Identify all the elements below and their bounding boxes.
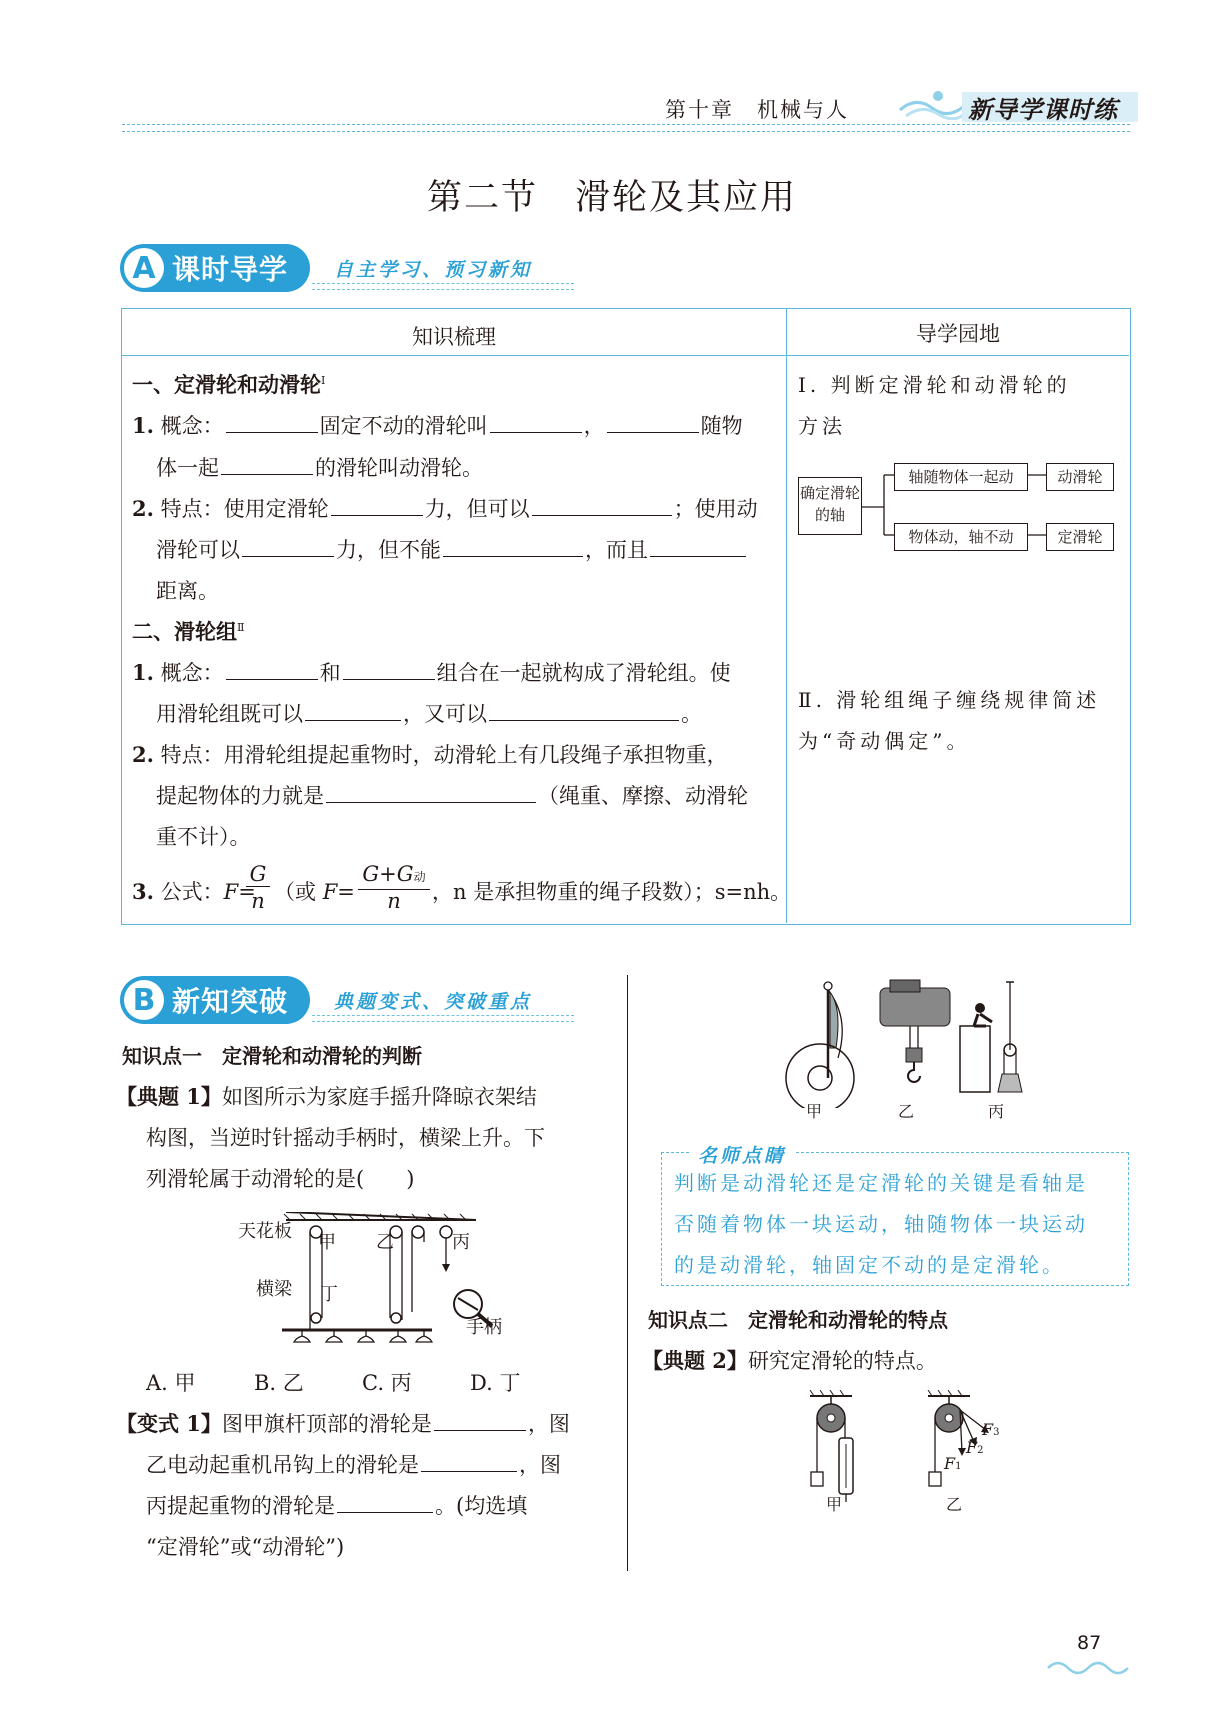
heading-fixed-movable: 一、定滑轮和动滑轮$^Ⅰ$	[132, 373, 326, 397]
variant-1-line-2: 乙电动起重机吊钩上的滑轮是 ，图	[146, 1449, 561, 1479]
running-head: 第十章 机械与人	[665, 98, 849, 122]
example-1-line-3: 列滑轮属于动滑轮的是( )	[146, 1167, 415, 1191]
fig1-yi-label: 乙	[376, 1232, 394, 1253]
wave-logo-icon	[898, 86, 968, 120]
fig3-f2-label: F2	[966, 1438, 984, 1457]
section-a-label: 课时导学	[172, 253, 289, 286]
variant-1-line-4: “定滑轮”或“动滑轮”)	[146, 1535, 345, 1559]
guide-2-line-1: Ⅱ. 滑轮组绳子缠绕规律简述	[798, 688, 1101, 712]
answer-blank[interactable]	[490, 410, 582, 433]
flow-top: 轴随物体一起动	[894, 463, 1028, 491]
answer-blank[interactable]	[650, 534, 746, 557]
section-a-underline	[312, 283, 574, 284]
section-b-badge	[120, 976, 310, 1024]
feature-line-2: 滑轮可以 力，但不能 ，而且	[156, 534, 748, 564]
section-a-badge	[120, 244, 310, 292]
knowledge-table: 知识梳理 导学园地 一、定滑轮和动滑轮$^Ⅰ$ 1. 概念： 固定不动的滑轮叫 ， 随物 体一起 的滑轮叫动滑轮。 2. 特点：使用定滑轮 力，但可以 ；使用动 滑轮可以 力，但不能 ，而且 距离。 二、滑轮组$^Ⅱ$ 1. 概念： 和 组合在一起就构成了滑轮组。使 用滑轮组既可以 ，又可以 。 2. 特点：用滑轮组提起重物时，动滑轮上有几段绳子承担物重， 提起物体的力就是 （绳重、摩擦、动滑轮 重不计）。 3. 公式：F= G n （或 F= G+G动 n ，n 是承担物重的绳子段数）；s=nh。 Ⅰ. 判断定滑轮和动滑轮的 方法 确定滑轮的轴 轴随物体一起动 动滑轮 物体动，轴不动 定滑轮 Ⅱ. 滑轮组绳子缠绕规律简述 为“奇动偶定”。	[121, 308, 1131, 925]
answer-blank[interactable]	[242, 534, 334, 557]
section-b-label: 新知突破	[172, 985, 289, 1018]
example-1-line-2: 构图，当逆时针摇动手柄时，横梁上升。下	[146, 1126, 545, 1150]
fig2-yi-label: 乙	[898, 1102, 915, 1121]
guide-2-line-2: 为“奇动偶定”。	[798, 729, 971, 753]
answer-blank[interactable]	[337, 1490, 433, 1513]
fig3-yi-label: 乙	[946, 1495, 963, 1514]
wave-ornament-icon	[1046, 1656, 1132, 1678]
pulley-scenes-figure	[780, 978, 1040, 1108]
header-rule	[122, 131, 1130, 132]
fig1-jia-label: 甲	[318, 1232, 336, 1253]
fig1-handle-label: 手柄	[466, 1317, 502, 1338]
answer-blank[interactable]	[421, 1449, 517, 1472]
tip-line-1: 判断是动滑轮还是定滑轮的关键是看轴是	[674, 1171, 1088, 1195]
col-right-header: 导学园地	[916, 322, 1000, 346]
answer-blank[interactable]	[326, 780, 536, 803]
fig1-beam-label: 横梁	[256, 1279, 292, 1300]
table-divider	[786, 309, 787, 923]
fig2-bing-label: 丙	[988, 1102, 1005, 1121]
table-header-rule	[122, 355, 1129, 356]
flow-bottom: 物体动，轴不动	[894, 523, 1028, 551]
option-b[interactable]: B. 乙	[254, 1371, 304, 1395]
answer-blank[interactable]	[489, 698, 679, 721]
fig1-ding-label: 丁	[320, 1284, 338, 1305]
concept-line-1: 1. 概念： 固定不动的滑轮叫 ， 随物	[132, 410, 743, 440]
fig2-jia-label: 甲	[806, 1102, 823, 1121]
flow-root: 确定滑轮的轴	[798, 477, 862, 535]
answer-blank[interactable]	[305, 698, 401, 721]
fig1-ceiling-label: 天花板	[238, 1221, 292, 1242]
example-1-line-1: 【典题 1】如图所示为家庭手摇升降晾衣架结	[116, 1084, 537, 1109]
answer-blank[interactable]	[532, 493, 672, 516]
heading-pulley-block: 二、滑轮组$^Ⅱ$	[132, 620, 245, 644]
flow-top-result: 动滑轮	[1046, 463, 1114, 491]
answer-blank[interactable]	[221, 452, 313, 475]
answer-blank[interactable]	[343, 657, 435, 680]
tip-line-2: 否随着物体一块运动，轴随物体一块运动	[674, 1212, 1088, 1236]
column-divider	[627, 975, 628, 1571]
example-2-line-1: 【典题 2】研究定滑轮的特点。	[642, 1348, 937, 1373]
block-feature-line-2: 提起物体的力就是 （绳重、摩擦、动滑轮	[156, 780, 748, 810]
answer-blank[interactable]	[226, 410, 318, 433]
block-feature-line-1: 2. 特点：用滑轮组提起重物时，动滑轮上有几段绳子承担物重，	[132, 742, 728, 767]
answer-blank[interactable]	[226, 657, 318, 680]
block-concept-line-1: 1. 概念： 和 组合在一起就构成了滑轮组。使	[132, 657, 731, 687]
section-a-underline	[312, 289, 574, 290]
section-b-letter: B	[124, 980, 164, 1020]
section-a-subtitle: 自主学习、预习新知	[334, 259, 533, 281]
fig3-f1-label: F1	[944, 1454, 962, 1473]
option-d[interactable]: D. 丁	[470, 1371, 521, 1395]
answer-blank[interactable]	[434, 1408, 526, 1431]
answer-blank[interactable]	[607, 410, 699, 433]
concept-line-2: 体一起 的滑轮叫动滑轮。	[156, 452, 483, 482]
page-number: 87	[1077, 1632, 1102, 1654]
teacher-tip-title: 名师点睛	[690, 1141, 794, 1168]
block-concept-line-2: 用滑轮组既可以 ，又可以 。	[156, 698, 702, 728]
knowledge-point-1: 知识点一 定滑轮和动滑轮的判断	[122, 1044, 422, 1068]
fig3-jia-label: 甲	[826, 1495, 843, 1514]
tip-line-3: 的是动滑轮，轴固定不动的是定滑轮。	[674, 1253, 1065, 1277]
section-b-underline	[312, 1015, 574, 1016]
fixed-pulley-figure	[790, 1390, 1020, 1510]
block-feature-line-3: 重不计）。	[156, 825, 251, 849]
col-left-header: 知识梳理	[412, 325, 496, 349]
header-rule	[122, 124, 1130, 125]
guide-1-line-1: Ⅰ. 判断定滑轮和动滑轮的	[798, 373, 1071, 397]
brand-name: 新导学课时练	[968, 95, 1118, 124]
knowledge-point-2: 知识点二 定滑轮和动滑轮的特点	[648, 1308, 948, 1332]
section-b-subtitle: 典题变式、突破重点	[334, 991, 533, 1013]
variant-1-line-3: 丙提起重物的滑轮是 。(均选填	[146, 1490, 527, 1520]
answer-blank[interactable]	[331, 493, 423, 516]
fig3-f3-label: F3	[982, 1420, 1000, 1439]
fig1-bing-label: 丙	[452, 1232, 470, 1253]
guide-1-line-2: 方法	[798, 414, 846, 438]
section-b-underline	[312, 1021, 574, 1022]
option-a[interactable]: A. 甲	[146, 1371, 196, 1395]
feature-line-1: 2. 特点：使用定滑轮 力，但可以 ；使用动	[132, 493, 758, 523]
section-a-letter: A	[124, 248, 164, 288]
variant-1-line-1: 【变式 1】图甲旗杆顶部的滑轮是 ，图	[116, 1408, 570, 1438]
answer-blank[interactable]	[443, 534, 583, 557]
page-title: 第二节 滑轮及其应用	[426, 178, 797, 218]
feature-line-3: 距离。	[156, 579, 219, 603]
flow-bottom-result: 定滑轮	[1046, 523, 1114, 551]
option-c[interactable]: C. 丙	[362, 1371, 412, 1395]
